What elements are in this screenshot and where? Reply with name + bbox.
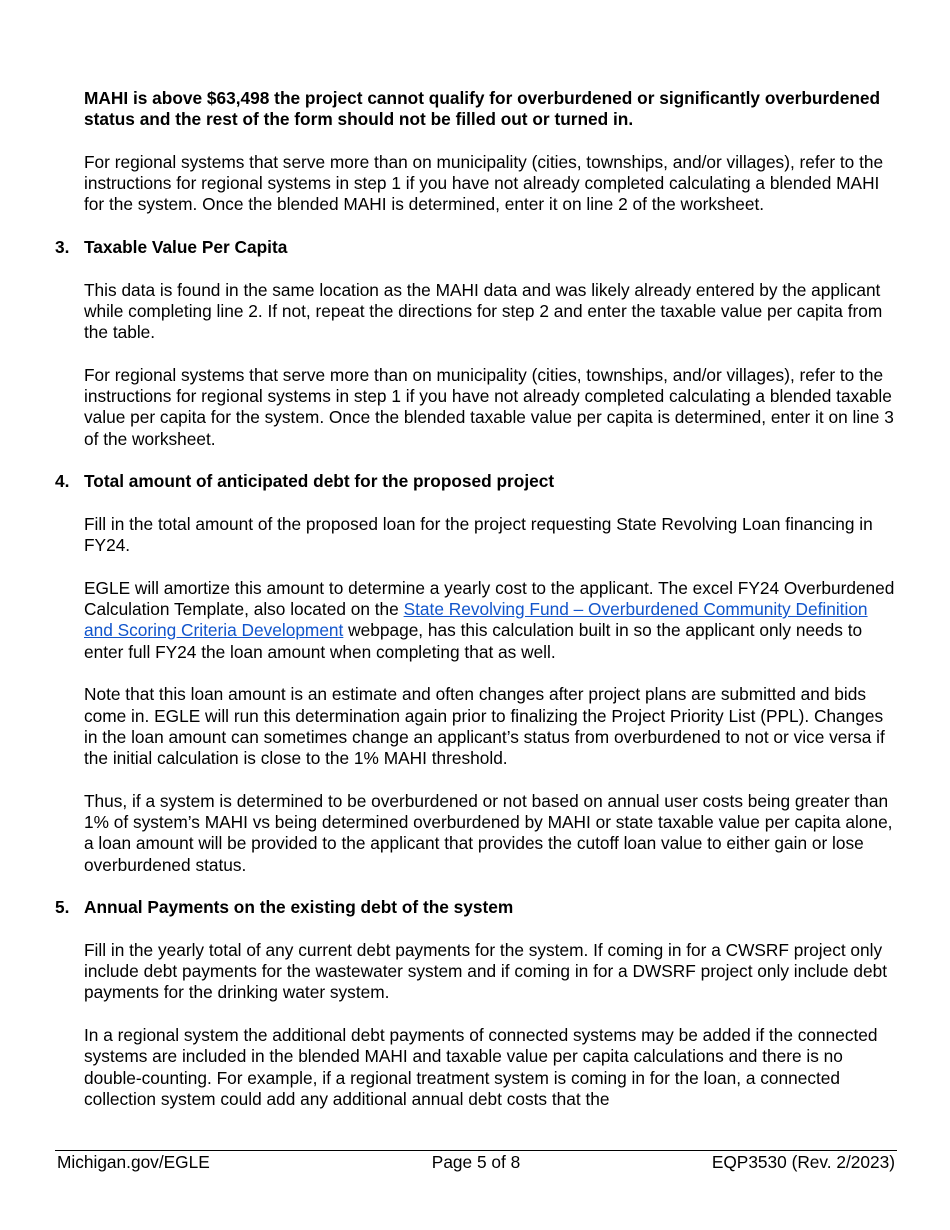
srf-overburdened-webpage-link[interactable]: State Revolving Fund – Overburdened Community Definition and Scoring Criteria Development — [84, 599, 868, 641]
footer-website: Michigan.gov/EGLE — [57, 1152, 210, 1172]
section-5-paragraph-1: Fill in the yearly total of any current debt payments for the system. If coming in for a CWSRF project only include debt payments for the wastewater system and if coming in for a DWSRF project only include debt payments for the drinking water system. — [84, 939, 887, 1003]
section-4-paragraph-2 — [84, 578, 900, 663]
section-4-title: Total amount of anticipated debt for the proposed project — [84, 471, 555, 492]
section-4-paragraph-2-tail: webpage, has this calculation built in so the applicant only needs to enter full FY24 the loan amount when completing that as well. — [84, 620, 863, 662]
page-body — [55, 88, 900, 1132]
section-4-paragraph-1: Fill in the total amount of the proposed loan for the project requesting State Revolving Loan financing in FY24. — [84, 513, 873, 556]
section-5-heading — [55, 897, 900, 918]
regional-mahi-paragraph: For regional systems that serve more than on municipality (cities, townships, and/or villages), refer to the instructions for regional systems in step 1 if you have not already completed calculating a blended MAHI for the system. Once the blended MAHI is determined, enter it on line 2 of the worksheet. — [84, 151, 884, 215]
section-4-heading — [55, 471, 900, 492]
footer-page-number: Page 5 of 8 — [431, 1152, 521, 1172]
footer-divider — [55, 1150, 897, 1151]
section-4-number: 4. — [55, 471, 70, 492]
section-5-paragraph-2: In a regional system the additional debt payments of connected systems may be added if the connected systems are included in the blended MAHI and taxable value per capita calculations and there is no double-counting. For example, if a regional treatment system is coming in for the loan, a connected collection system could add any additional annual debt costs that the — [84, 1025, 878, 1109]
section-3-paragraph-2: For regional systems that serve more than on municipality (cities, townships, and/or villages), refer to the instructions for regional systems in step 1 if you have not already completed calculating a blended taxable value per capita for the system. Once the blended taxable value per capita is determined, enter it on line 3 of the worksheet. — [84, 364, 894, 449]
section-3-paragraph-1: This data is found in the same location as the MAHI data and was likely already entered by the applicant while completing line 2. If not, repeat the directions for step 2 and enter the taxable value per capita from the table. — [84, 279, 883, 343]
section-3-title: Taxable Value Per Capita — [84, 237, 288, 258]
section-5-number: 5. — [55, 897, 70, 918]
section-5-title: Annual Payments on the existing debt of the system — [84, 897, 514, 918]
section-3-number: 3. — [55, 237, 70, 258]
section-3-heading — [55, 237, 900, 258]
mahi-threshold-note: MAHI is above $63,498 the project cannot qualify for overburdened or significantly overburdened status and the rest of the form should not be filled out or turned in. — [84, 88, 881, 130]
section-4-paragraph-3: Note that this loan amount is an estimate and often changes after project plans are submitted and bids come in. EGLE will run this determination again prior to finalizing the Project Priority List (PPL). Changes in the loan amount can sometimes change an applicant’s status from overburdened to not or vice versa if the initial calculation is close to the 1% MAHI threshold. — [84, 684, 885, 769]
section-4-paragraph-4: Thus, if a system is determined to be overburdened or not based on annual user costs being greater than 1% of system’s MAHI vs being determined overburdened by MAHI or state taxable value per capita alone, a loan amount will be provided to the applicant that provides the cutoff loan value to either gain or lose overburdened status. — [84, 790, 893, 875]
section-4-paragraph-2-lead: EGLE will amortize this amount to determine a yearly cost to the applicant. The excel FY24 Overburdened Calculation Template, also located on the — [84, 577, 895, 620]
footer-form-id: EQP3530 (Rev. 2/2023) — [711, 1152, 895, 1172]
